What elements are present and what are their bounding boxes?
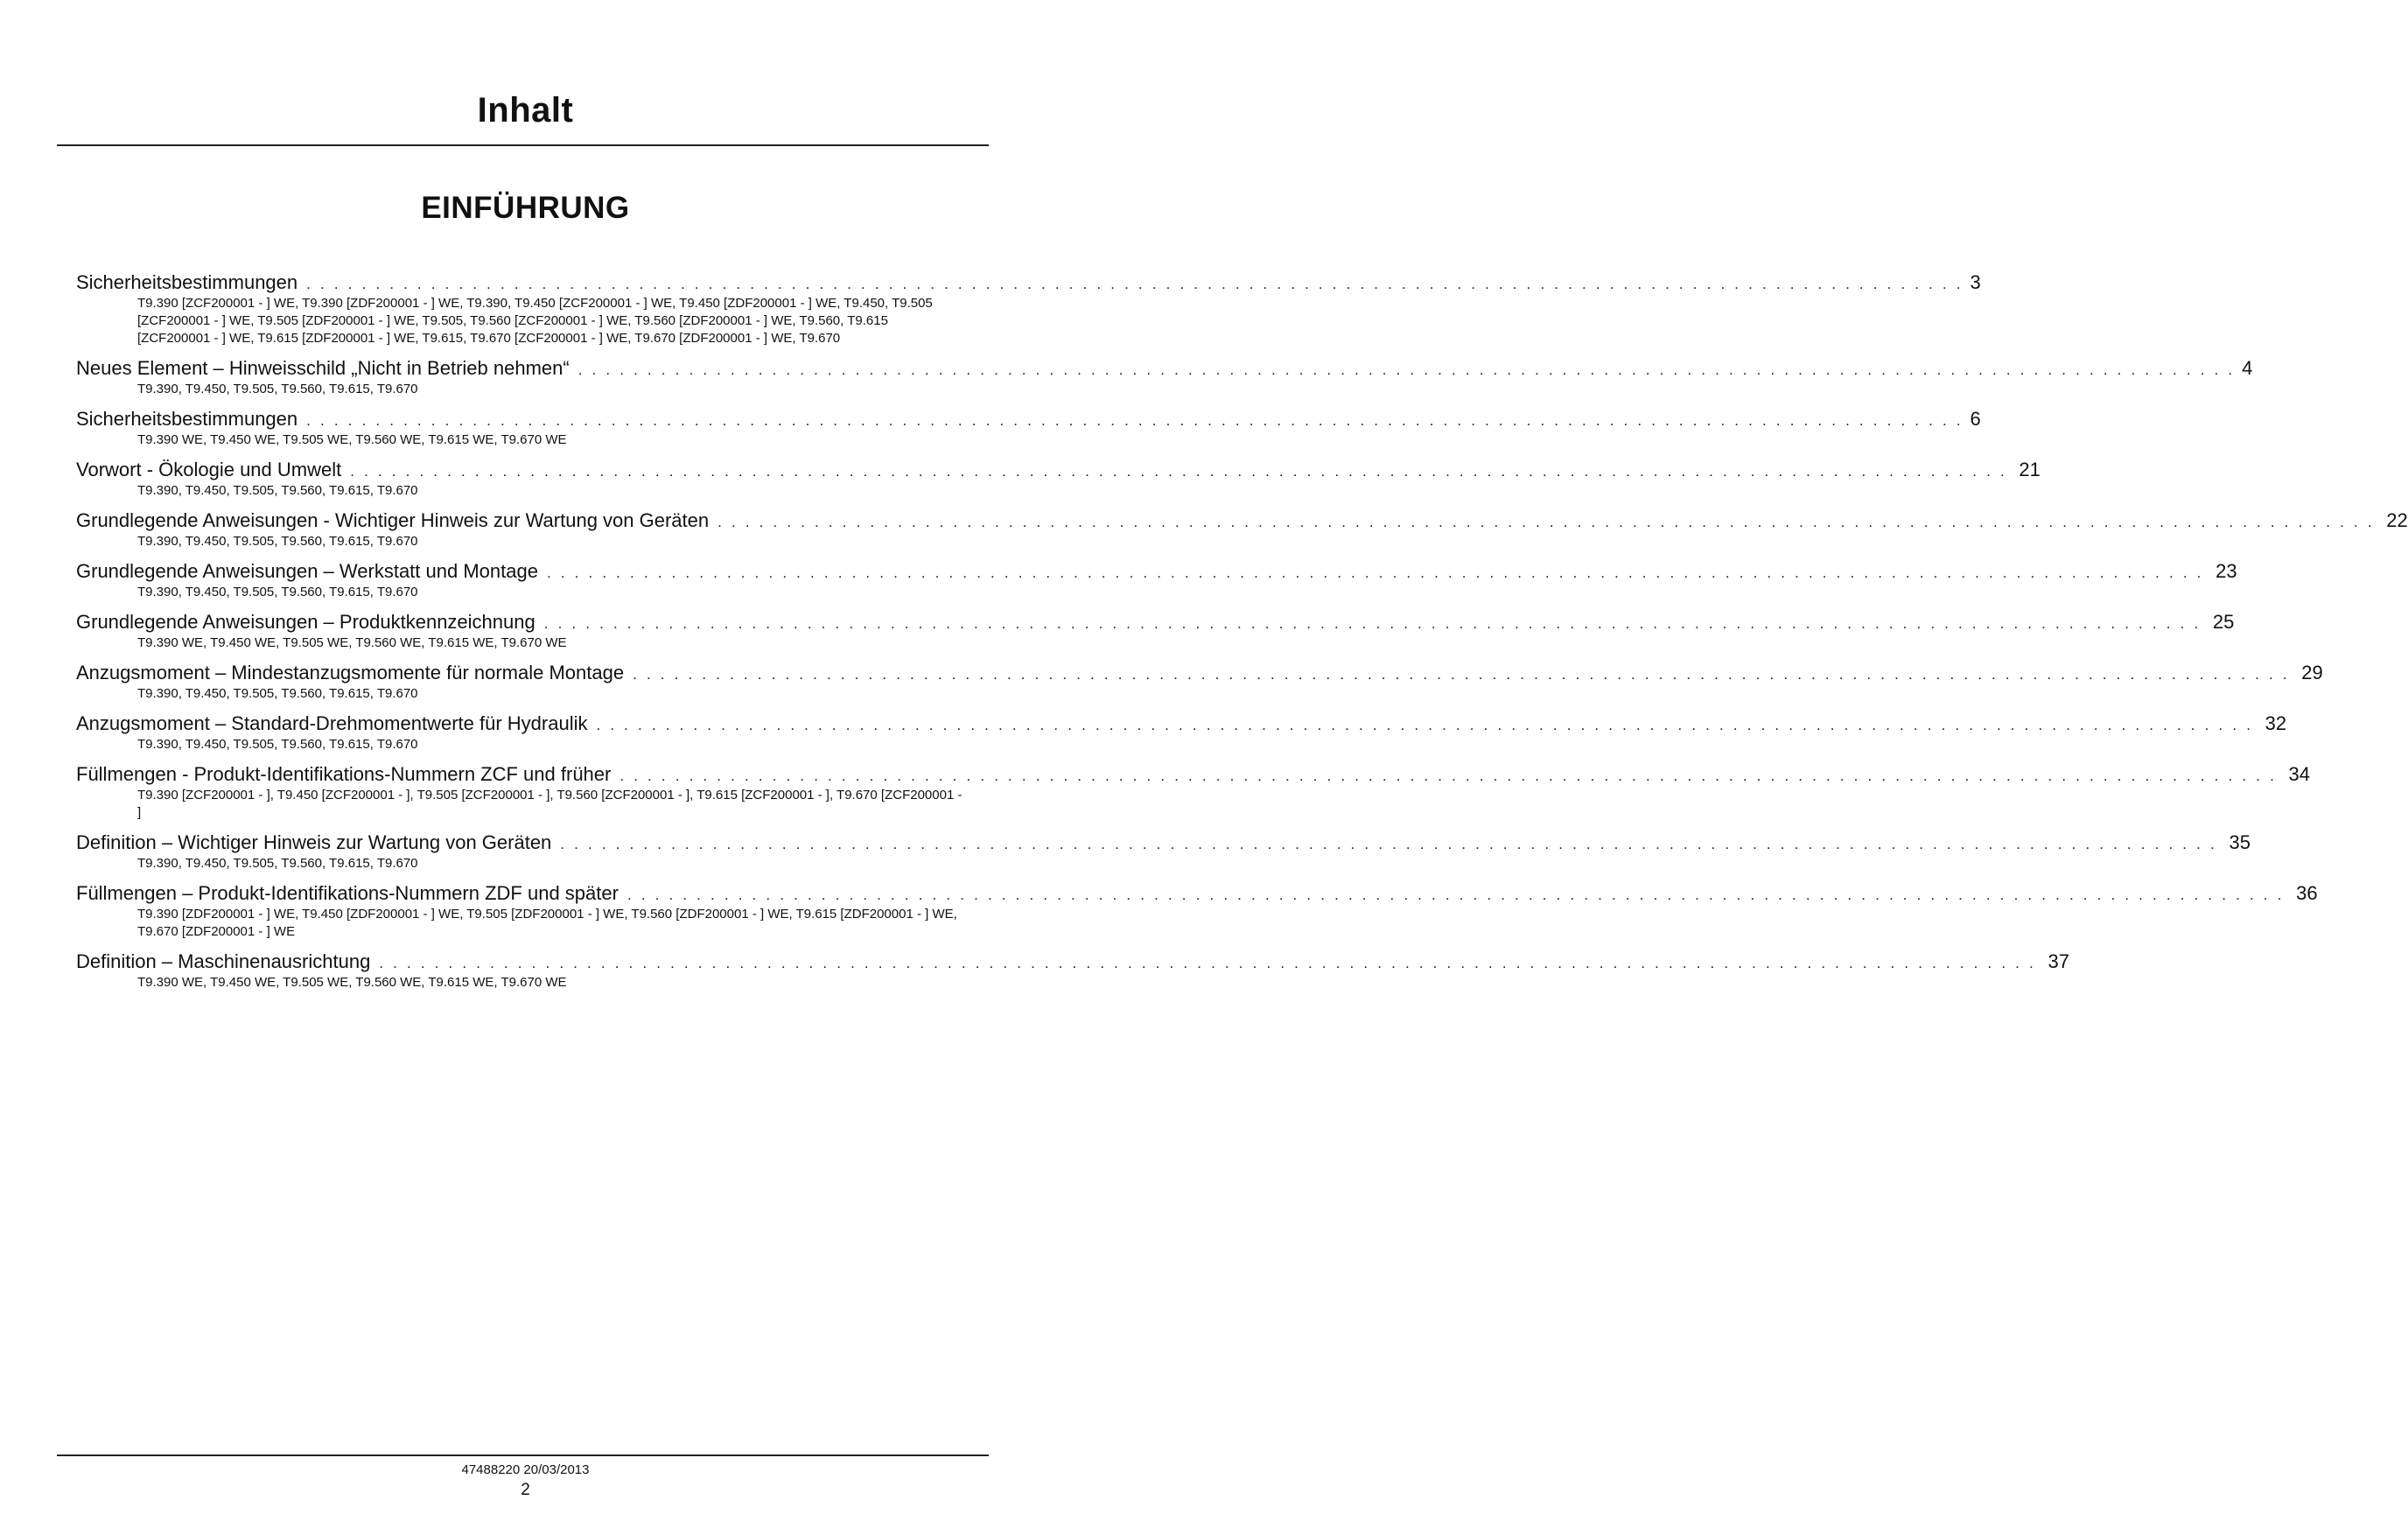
toc-entry[interactable] (76, 271, 1981, 347)
dot-leader: . . . . . . . . . . . . . . . . . . . . . . . . . . . . . . . . . . . . . . . . . . . . . . . . . . . . . . . . . . . . . . . . . . . . . . . . . . . . . . . . . . . . . . . . . . . . . . . . . . . . . . . . . . . . . . . . . . . . . . . . (546, 564, 2204, 581)
toc-entry-models: T9.390, T9.450, T9.505, T9.560, T9.615, T9.670 (137, 737, 418, 752)
toc-entry-page[interactable]: 21 (2019, 459, 2040, 480)
toc-entry-title[interactable]: Anzugsmoment – Standard-Drehmomentwerte für Hydraulik (76, 712, 588, 734)
toc-entry-page[interactable]: 35 (2229, 831, 2250, 853)
toc-entry-page[interactable]: 29 (2301, 662, 2323, 683)
toc-entry-models: T9.390, T9.450, T9.505, T9.560, T9.615, T9.670 (137, 856, 418, 871)
toc-entry[interactable] (76, 509, 2408, 550)
toc-entry-models: T9.390, T9.450, T9.505, T9.560, T9.615, T9.670 (137, 483, 418, 498)
toc-entry-title[interactable]: Sicherheitsbestimmungen (76, 408, 298, 430)
toc-entry[interactable] (76, 950, 2069, 992)
toc-entry-models: T9.390 [ZDF200001 - ] WE, T9.450 [ZDF200001 - ] WE, T9.505 [ZDF200001 - ] WE, T9.560 [ZDF200001 - ] WE, T9.615 [ZDF200001 - ] WE, T9.670 [ZDF200001 - ] WE (137, 907, 957, 939)
dot-leader: . . . . . . . . . . . . . . . . . . . . . . . . . . . . . . . . . . . . . . . . . . . . . . . . . . . . . . . . . . . . . . . . . . . . . . . . . . . . . . . . . . . . . . . . . . . . . . . . . . . . . . . . . . . . . . . . . . . . . . . . (626, 887, 2285, 903)
toc-entry[interactable] (76, 408, 1981, 449)
dot-leader: . . . . . . . . . . . . . . . . . . . . . . . . . . . . . . . . . . . . . . . . . . . . . . . . . . . . . . . . . . . . . . . . . . . . . . . . . . . . . . . . . . . . . . . . . . . . . . . . . . . . . . . . . . . . . . . . . . . . . . . . (620, 768, 2277, 784)
page-title: Inhalt (477, 91, 574, 130)
document-id: 47488220 20/03/2013 (461, 1462, 590, 1477)
dot-leader: . . . . . . . . . . . . . . . . . . . . . . . . . . . . . . . . . . . . . . . . . . . . . . . . . . . . . . . . . . . . . . . . . . . . . . . . . . . . . . . . . . . . . . . . . . . . . . . . . . . . . . . . . . . . . . . . . . . . . . . . (718, 514, 2375, 530)
dot-leader: . . . . . . . . . . . . . . . . . . . . . . . . . . . . . . . . . . . . . . . . . . . . . . . . . . . . . . . . . . . . . . . . . . . . . . . . . . . . . . . . . . . . . . . . . . . . . . . . . . . . . . . . . . . . . . . . . . . . . . . . (543, 615, 2202, 632)
toc-entry[interactable] (76, 560, 2237, 601)
toc-entry[interactable] (76, 831, 2250, 873)
toc-entry-title[interactable]: Grundlegende Anweisungen – Werkstatt und Montage (76, 560, 538, 582)
toc-entry-page[interactable]: 22 (2386, 509, 2408, 531)
toc-entry-models: T9.390, T9.450, T9.505, T9.560, T9.615, T9.670 (137, 585, 418, 599)
dot-leader: . . . . . . . . . . . . . . . . . . . . . . . . . . . . . . . . . . . . . . . . . . . . . . . . . . . . . . . . . . . . . . . . . . . . . . . . . . . . . . . . . . . . . . . . . . . . . . . . . . . . . . . . . . . . . . . . . . . . . . . . (633, 666, 2290, 683)
toc-entry[interactable] (76, 357, 2253, 398)
toc-entry-title[interactable]: Füllmengen - Produkt-Identifikations-Nummern ZCF und früher (76, 763, 612, 785)
toc-entry-models: T9.390 WE, T9.450 WE, T9.505 WE, T9.560 WE, T9.615 WE, T9.670 WE (137, 432, 567, 447)
dot-leader: . . . . . . . . . . . . . . . . . . . . . . . . . . . . . . . . . . . . . . . . . . . . . . . . . . . . . . . . . . . . . . . . . . . . . . . . . . . . . . . . . . . . . . . . . . . . . . . . . . . . . . . . . . . . . . . . . . . . . . . . (578, 361, 2236, 378)
toc-entry-models: T9.390 WE, T9.450 WE, T9.505 WE, T9.560 WE, T9.615 WE, T9.670 WE (137, 975, 567, 990)
toc-entry-title[interactable]: Füllmengen – Produkt-Identifikations-Nummern ZDF und später (76, 882, 619, 904)
toc-entry-models: T9.390 [ZCF200001 - ], T9.450 [ZCF200001 - ], T9.505 [ZCF200001 - ], T9.560 [ZCF200001 - ], T9.615 [ZCF200001 - ], T9.670 [ZCF200001 - ] (137, 788, 962, 820)
toc-entry-page[interactable]: 36 (2296, 882, 2318, 904)
dot-leader: . . . . . . . . . . . . . . . . . . . . . . . . . . . . . . . . . . . . . . . . . . . . . . . . . . . . . . . . . . . . . . . . . . . . . . . . . . . . . . . . . . . . . . . . . . . . . . . . . . . . . . . . . . . . . . . . . . . . . . . . (560, 836, 2217, 852)
toc-entry-models: T9.390 [ZCF200001 - ] WE, T9.390 [ZDF200001 - ] WE, T9.390, T9.450 [ZCF200001 - ] WE, T9.450 [ZDF200001 - ] WE, T9.450, T9.505 [ZCF200001 - ] WE, T9.505 [ZDF200001 - ] WE, T9.505, T9.560 [ZCF200001 - ] WE, T9.560 [ZDF200001 - ] WE, T9.560, T9.615 [ZCF200001 - ] WE, T9.615 [ZDF200001 - ] WE, T9.615, T9.670 [ZCF200001 - ] WE, T9.670 [ZDF200001 - ] WE, T9.670 (137, 296, 933, 346)
table-of-contents (76, 271, 2408, 1002)
dot-leader: . . . . . . . . . . . . . . . . . . . . . . . . . . . . . . . . . . . . . . . . . . . . . . . . . . . . . . . . . . . . . . . . . . . . . . . . . . . . . . . . . . . . . . . . . . . . . . . . . . . . . . . . . . . . . . . . . . . . . . . . (596, 717, 2254, 733)
toc-entry-models: T9.390, T9.450, T9.505, T9.560, T9.615, T9.670 (137, 382, 418, 396)
toc-entry[interactable] (76, 763, 2310, 822)
bottom-divider (57, 1454, 989, 1456)
toc-entry-page[interactable]: 25 (2212, 611, 2235, 633)
top-divider (57, 144, 989, 146)
toc-entry-page[interactable]: 4 (2242, 357, 2253, 379)
toc-entry-title[interactable]: Sicherheitsbestimmungen (76, 271, 298, 293)
dot-leader: . . . . . . . . . . . . . . . . . . . . . . . . . . . . . . . . . . . . . . . . . . . . . . . . . . . . . . . . . . . . . . . . . . . . . . . . . . . . . . . . . . . . . . . . . . . . . . . . . . . . . . . . . . . . . . . . . . . . . . . . (350, 463, 2007, 480)
toc-entry[interactable] (76, 882, 2318, 941)
page-number: 2 (521, 1481, 530, 1499)
toc-entry-page[interactable]: 34 (2288, 763, 2310, 785)
toc-entry-title[interactable]: Definition – Wichtiger Hinweis zur Wartung von Geräten (76, 831, 552, 853)
toc-entry-models: T9.390, T9.450, T9.505, T9.560, T9.615, T9.670 (137, 686, 418, 701)
toc-entry-page[interactable]: 32 (2264, 712, 2287, 734)
toc-entry[interactable] (76, 611, 2235, 652)
toc-entry[interactable] (76, 459, 2040, 500)
toc-entry-models: T9.390 WE, T9.450 WE, T9.505 WE, T9.560 WE, T9.615 WE, T9.670 WE (137, 635, 567, 650)
toc-entry-title[interactable]: Vorwort - Ökologie und Umwelt (76, 459, 342, 480)
toc-entry-page[interactable]: 23 (2216, 560, 2237, 582)
dot-leader: . . . . . . . . . . . . . . . . . . . . . . . . . . . . . . . . . . . . . . . . . . . . . . . . . . . . . . . . . . . . . . . . . . . . . . . . . . . . . . . . . . . . . . . . . . . . . . . . . . . . . . . . . . . . . . . . . . . . . . . . (306, 412, 1964, 429)
toc-entry-title[interactable]: Grundlegende Anweisungen – Produktkennzeichnung (76, 611, 536, 633)
toc-entry-page[interactable]: 6 (1970, 408, 1981, 430)
toc-entry-title[interactable]: Grundlegende Anweisungen - Wichtiger Hinweis zur Wartung von Geräten (76, 509, 710, 531)
dot-leader: . . . . . . . . . . . . . . . . . . . . . . . . . . . . . . . . . . . . . . . . . . . . . . . . . . . . . . . . . . . . . . . . . . . . . . . . . . . . . . . . . . . . . . . . . . . . . . . . . . . . . . . . . . . . . . . . . . . . . . . . (306, 276, 1964, 292)
toc-entry-page[interactable]: 37 (2048, 950, 2069, 972)
section-title: EINFÜHRUNG (421, 191, 630, 225)
toc-entry-models: T9.390, T9.450, T9.505, T9.560, T9.615, T9.670 (137, 534, 418, 549)
dot-leader: . . . . . . . . . . . . . . . . . . . . . . . . . . . . . . . . . . . . . . . . . . . . . . . . . . . . . . . . . . . . . . . . . . . . . . . . . . . . . . . . . . . . . . . . . . . . . . . . . . . . . . . . . . . . . . . . . . . . . . . . (379, 955, 2036, 971)
toc-entry-page[interactable]: 3 (1970, 271, 1981, 293)
toc-entry[interactable] (76, 662, 2323, 703)
toc-entry-title[interactable]: Anzugsmoment – Mindestanzugsmomente für normale Montage (76, 662, 625, 683)
toc-entry-title[interactable]: Neues Element – Hinweisschild „Nicht in Betrieb nehmen“ (76, 357, 570, 379)
toc-entry[interactable] (76, 712, 2287, 753)
toc-entry-title[interactable]: Definition – Maschinenausrichtung (76, 950, 371, 972)
